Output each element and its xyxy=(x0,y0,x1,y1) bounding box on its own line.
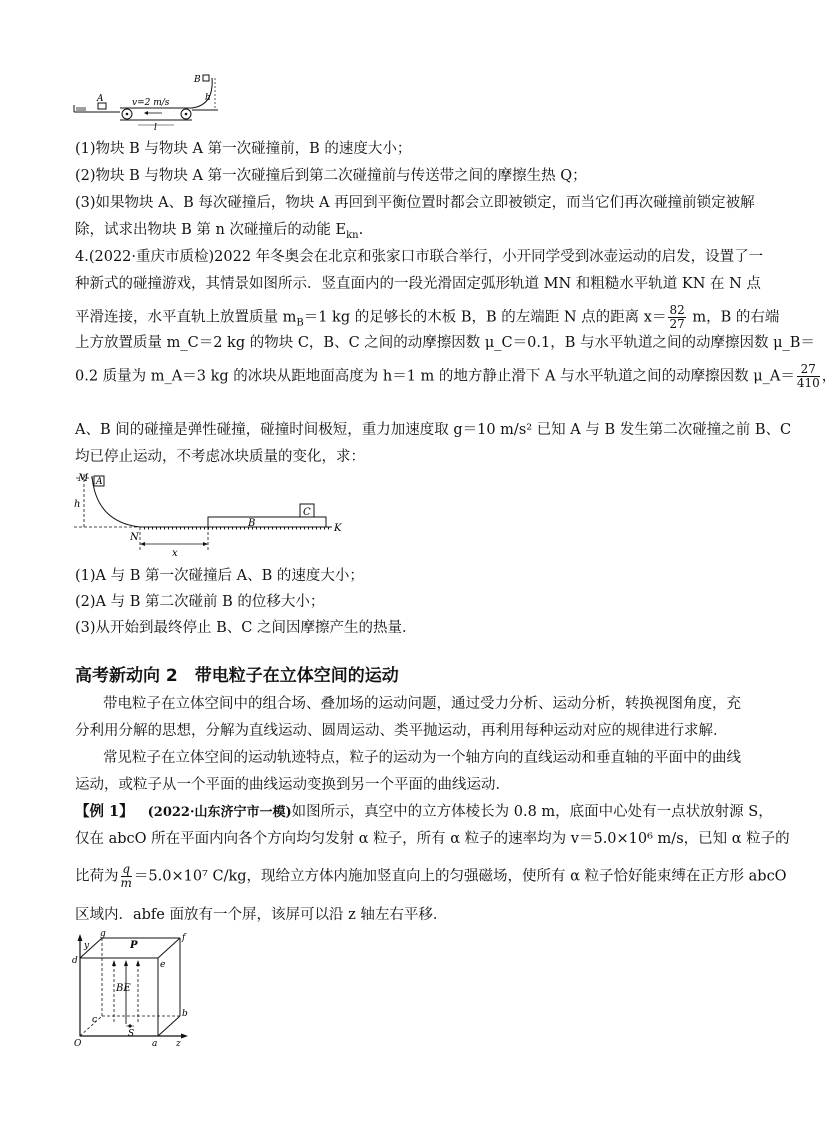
example-tag: 【例 1】 xyxy=(75,803,134,820)
q3-part-3-sub: kn xyxy=(346,229,359,241)
fig1-label-b: B xyxy=(194,75,201,85)
fig2-label-k: K xyxy=(334,523,342,534)
q4-line4: 上方放置质量 m_C＝2 kg 的物块 C，B、C 之间的动摩擦因数 μ_C＝0.1，B 与水平轨道之间的动摩擦因数 μ_B＝ xyxy=(75,335,815,351)
fraction-x-num: 82 xyxy=(669,303,685,317)
fraction-mu-a-den: 410 xyxy=(796,376,820,390)
q4-part-2: (2)A 与 B 第二次碰前 B 的位移大小； xyxy=(75,594,325,610)
fig3-label-g: g xyxy=(100,929,106,939)
q3-part-1: (1)物块 B 与物块 A 第一次碰撞前，B 的速度大小； xyxy=(75,141,412,157)
example-line1 xyxy=(75,802,773,823)
fig3-label-c: c xyxy=(92,1015,98,1025)
conveyor-track-figure xyxy=(72,72,222,132)
q3-part-3-line2 xyxy=(75,220,363,246)
q4-line3-a: 平滑连接，水平直轨上放置质量 m xyxy=(75,309,297,326)
fig3-label-y: y xyxy=(84,941,90,951)
q4-line5 xyxy=(75,363,836,390)
fig2-label-m: M xyxy=(78,473,89,484)
q4-line5-a: 0.2 质量为 m_A＝3 kg 的冰块从距地面高度为 h＝1 m 的地方静止滑下 A 与水平轨道之间的动摩擦因数 μ_A＝ xyxy=(75,368,795,385)
q4-line3-b: ＝1 kg 的足够长的木板 B，B 的左端距 N 点的距离 x＝ xyxy=(303,309,667,326)
track-board-figure xyxy=(70,470,345,560)
fig3-label-p: P xyxy=(130,940,138,951)
q4-line5-c: ， xyxy=(821,368,836,385)
example-line4: 区域内．abfe 面放有一个屏，该屏可以沿 z 轴左右平移． xyxy=(75,907,448,923)
q4-line2: 种新式的碰撞游戏，其情景如图所示．竖直面内的一段光滑固定弧形轨道 MN 和粗糙水平轨道 KN 在 N 点 xyxy=(75,276,761,292)
fig2-label-a: A xyxy=(96,477,103,487)
fraction-x-den: 27 xyxy=(669,317,685,331)
q4-part-3: (3)从开始到最终停止 B、C 之间因摩擦产生的热量． xyxy=(75,620,417,636)
fig3-label-d: d xyxy=(72,956,78,966)
intro-p2-line1: 常见粒子在立体空间的运动轨迹特点，粒子的运动为一个轴方向的直线运动和垂直轴的平面中的曲线 xyxy=(103,750,741,766)
fig3-label-e: e xyxy=(160,960,166,970)
fig2-label-n: N xyxy=(130,532,139,543)
q4-line3-sub: B xyxy=(296,317,304,329)
fig2-label-c: C xyxy=(303,507,311,518)
fig2-label-h: h xyxy=(74,499,81,510)
q3-part-3-line1: (3)如果物块 A、B 每次碰撞后，物块 A 再回到平衡位置时都会立即被锁定，而当它们再次碰撞前锁定被解 xyxy=(75,195,755,211)
fig3-label-a: a xyxy=(152,1039,158,1049)
example-source: (2022·山东济宁市一模) xyxy=(147,805,292,820)
example-line1-text: 如图所示，真空中的立方体棱长为 0.8 m，底面中心处有一点状放射源 S， xyxy=(291,804,773,820)
fraction-mu-a xyxy=(797,363,820,390)
fig1-label-h: h xyxy=(205,93,211,103)
example-line2: 仅在 abcO 所在平面内向各个方向均匀发射 α 粒子，所有 α 粒子的速率均为 v＝5.0×10⁶ m/s，已知 α 粒子的 xyxy=(75,831,790,847)
example-line3 xyxy=(75,863,787,890)
fraction-x xyxy=(668,304,685,331)
fig2-label-b: B xyxy=(248,518,256,529)
q4-line1: 4.(2022·重庆市质检)2022 年冬奥会在北京和张家口市联合举行，小开同学受到冰壶运动的启发，设置了一 xyxy=(75,249,764,265)
fraction-q-m xyxy=(121,863,132,890)
intro-p1-line1: 带电粒子在立体空间中的组合场、叠加场的运动问题，通过受力分析、运动分析，转换视图角度，充 xyxy=(103,696,741,712)
fig1-label-v: v=2 m/s xyxy=(132,98,170,108)
example-line3-a: 比荷为 xyxy=(75,868,119,885)
q4-line3 xyxy=(75,304,779,333)
fig3-label-s: S xyxy=(128,1029,135,1039)
fig1-label-a: A xyxy=(97,94,104,104)
intro-p1-line2: 分利用分解的思想，分解为直线运动、圆周运动、类平抛运动，再利用每种运动对应的规律进行求解． xyxy=(75,723,728,739)
fig1-label-l: l xyxy=(154,123,157,133)
section-title: 高考新动向 2 带电粒子在立体空间的运动 xyxy=(75,666,399,686)
fig3-label-b: b xyxy=(182,1009,188,1019)
fraction-q-m-den: m xyxy=(120,876,132,890)
fig3-label-f: f xyxy=(182,933,186,943)
q4-line3-c: m，B 的右端 xyxy=(687,309,780,326)
fraction-mu-a-num: 27 xyxy=(797,363,820,377)
fig2-label-x: x xyxy=(172,548,178,559)
fraction-q-m-num: q xyxy=(122,862,131,876)
fig3-label-z: z xyxy=(176,1039,181,1049)
q4-line6: A、B 间的碰撞是弹性碰撞，碰撞时间极短，重力加速度取 g＝10 m/s² 已知 A 与 B 发生第二次碰撞之前 B、C xyxy=(75,422,792,438)
fig3-label-be: BE xyxy=(116,983,131,994)
q4-line7: 均已停止运动，不考虑冰块质量的变化，求： xyxy=(75,449,365,465)
q3-part-3-end: . xyxy=(358,222,364,238)
cube-field-figure xyxy=(72,928,197,1048)
q4-part-1: (1)A 与 B 第一次碰撞后 A、B 的速度大小； xyxy=(75,568,364,584)
example-line3-b: ＝5.0×10⁷ C/kg，现给立方体内施加竖直向上的匀强磁场，使所有 α 粒子恰好能束缚在正方形 abcO xyxy=(133,868,787,885)
fig3-label-o: O xyxy=(74,1039,82,1049)
intro-p2-line2: 运动，或粒子从一个平面的曲线运动变换到另一个平面的曲线运动． xyxy=(75,777,510,793)
q3-part-3-text: 除，试求出物块 B 第 n 次碰撞后的动能 E xyxy=(75,222,347,238)
q3-part-2: (2)物块 B 与物块 A 第一次碰撞后到第二次碰撞前与传送带之间的摩擦生热 Q； xyxy=(75,168,587,184)
